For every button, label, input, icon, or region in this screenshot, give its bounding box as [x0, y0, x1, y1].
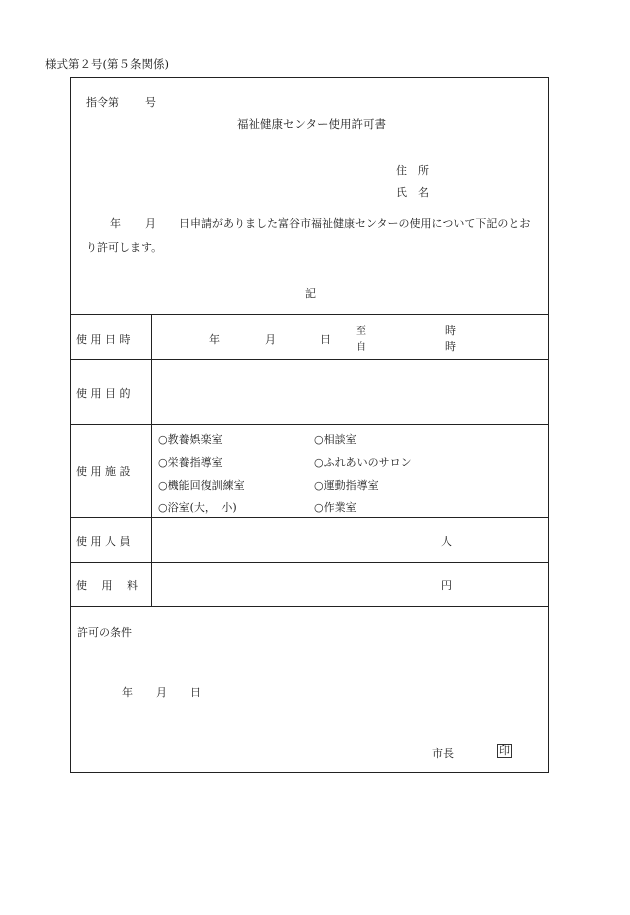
application-year: 年 [110, 217, 121, 230]
divider [70, 359, 549, 360]
application-text-continued: り許可します。 [86, 241, 163, 254]
facility-option: ○作業室 [314, 501, 357, 514]
facility-option: ○浴室(大， 小) [158, 501, 237, 514]
facility-option: ○ふれあいのサロン [314, 456, 412, 469]
facility-option: ○機能回復訓練室 [158, 479, 245, 492]
usage-to-label: 至 [356, 326, 366, 337]
permit-month: 月 [156, 686, 167, 699]
divider [70, 606, 549, 607]
label-column-divider [151, 314, 152, 606]
usage-month: 月 [265, 333, 276, 346]
usage-purpose-label: 使 用 目 的 [76, 387, 131, 400]
usage-fee-label: 使 用 料 [76, 579, 138, 592]
divider [70, 314, 549, 315]
usage-hour-top: 時 [445, 324, 456, 337]
usage-datetime-label: 使 用 日 時 [76, 333, 131, 346]
usage-hour-bottom: 時 [445, 340, 456, 353]
permit-form-frame [70, 77, 549, 773]
usage-year: 年 [209, 333, 220, 346]
usage-people-label: 使 用 人 員 [76, 535, 131, 548]
address-label: 住 所 [396, 164, 429, 177]
divider [70, 517, 549, 518]
facility-option: ○教養娯楽室 [158, 433, 223, 446]
document-title: 福祉健康センター使用許可書 [237, 117, 387, 131]
application-text: 日申請がありました富谷市福祉健康センターの使用について下記のとお [179, 217, 531, 230]
people-unit: 人 [441, 535, 452, 548]
permit-day: 日 [190, 686, 201, 699]
usage-day: 日 [320, 333, 331, 346]
fee-unit: 円 [441, 579, 452, 592]
application-month: 月 [145, 217, 156, 230]
usage-facility-label: 使 用 施 設 [76, 465, 131, 478]
ki-heading: 記 [305, 287, 316, 300]
facility-option: ○運動指導室 [314, 479, 379, 492]
divider [70, 562, 549, 563]
command-number-suffix: 号 [145, 96, 156, 109]
usage-from-label: 自 [356, 342, 366, 353]
mayor-label: 市長 [432, 747, 454, 760]
facility-option: ○相談室 [314, 433, 357, 446]
command-number-label: 指令第 [86, 96, 119, 109]
name-label: 氏 名 [396, 186, 429, 199]
facility-option: ○栄養指導室 [158, 456, 223, 469]
divider [70, 424, 549, 425]
permit-year: 年 [122, 686, 133, 699]
permit-conditions-label: 許可の条件 [77, 626, 132, 639]
form-reference: 様式第２号(第５条関係) [45, 57, 169, 71]
seal-mark: 印 [499, 744, 510, 757]
